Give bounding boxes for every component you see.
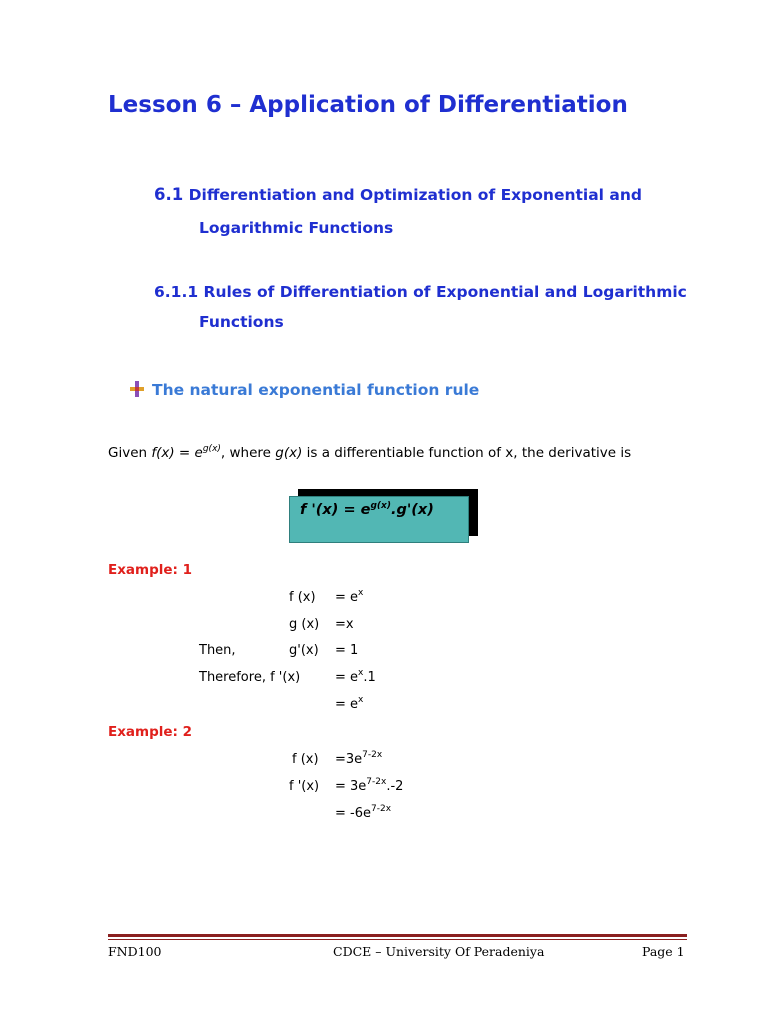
ex2-row2-lhs: f '(x): [289, 779, 320, 794]
ex2-row3-rhs: = $-6e^{7-2x}$: [335, 804, 392, 821]
footer-institution: CDCE – University Of Peradeniya: [333, 944, 545, 959]
footer-rule-thick: [108, 934, 687, 937]
ex1-row3-lhs: g'(x): [289, 643, 319, 658]
ex1-row2-rhs: =x: [335, 617, 354, 632]
ex1-row5-rhs: = $e^x$: [335, 695, 364, 712]
example-1-label: Example: 1: [108, 562, 193, 578]
given-prefix: Given: [108, 445, 152, 461]
lesson-title: Lesson 6 – Application of Differentiation: [108, 92, 628, 118]
subsection-title-line2: Functions: [199, 313, 284, 331]
ex2-row1-rhs: $=3e^{7-2x}$: [335, 750, 383, 767]
section-number: 6.1: [154, 185, 184, 204]
rule-heading-text: The natural exponential function rule: [152, 381, 480, 399]
subsection-title-line1: 6.1.1 Rules of Differentiation of Exponential and Logarithmic: [154, 283, 687, 301]
ex2-row1-lhs: f (x): [292, 752, 319, 767]
formula-exponent: g(x): [370, 501, 391, 511]
given-sentence: [108, 445, 631, 461]
bullet-star-icon: [130, 381, 144, 397]
formula-right: .g'(x): [390, 502, 434, 518]
ex2-row2-rhs: = $3e^{7-2x}.-2$: [335, 777, 404, 794]
ex1-row3-lead: Then,: [199, 643, 236, 658]
given-fx: f(x) = e: [151, 445, 203, 461]
ex1-row4-rhs: = $e^x.1$: [335, 668, 376, 685]
ex1-row4-lead: Therefore, f '(x): [199, 670, 301, 685]
footer-rule-thin: [108, 939, 687, 940]
rule-heading: [130, 381, 479, 399]
ex1-row1-rhs: = $e^x$: [335, 588, 364, 605]
formula-text: [300, 502, 434, 518]
formula-left: f '(x) = e: [300, 502, 371, 518]
ex1-row2-lhs: g (x): [289, 617, 320, 632]
ex1-row1-lhs: f (x): [289, 590, 316, 605]
formula-box: [289, 496, 469, 543]
ex1-row3-rhs: = 1: [335, 643, 359, 658]
given-fx-exponent: g(x): [202, 444, 221, 454]
example-2-label: Example: 2: [108, 724, 193, 740]
footer-course-code: FND100: [108, 944, 162, 959]
section-heading: [154, 185, 642, 204]
section-title-line1: Differentiation and Optimization of Exponential and: [188, 186, 642, 204]
section-title-line2: Logarithmic Functions: [199, 219, 394, 237]
footer-page-number: Page 1: [642, 944, 685, 959]
given-suffix: is a differentiable function of x, the derivative is: [302, 445, 632, 461]
given-gx: g(x): [275, 445, 303, 461]
given-mid: , where: [220, 445, 276, 461]
